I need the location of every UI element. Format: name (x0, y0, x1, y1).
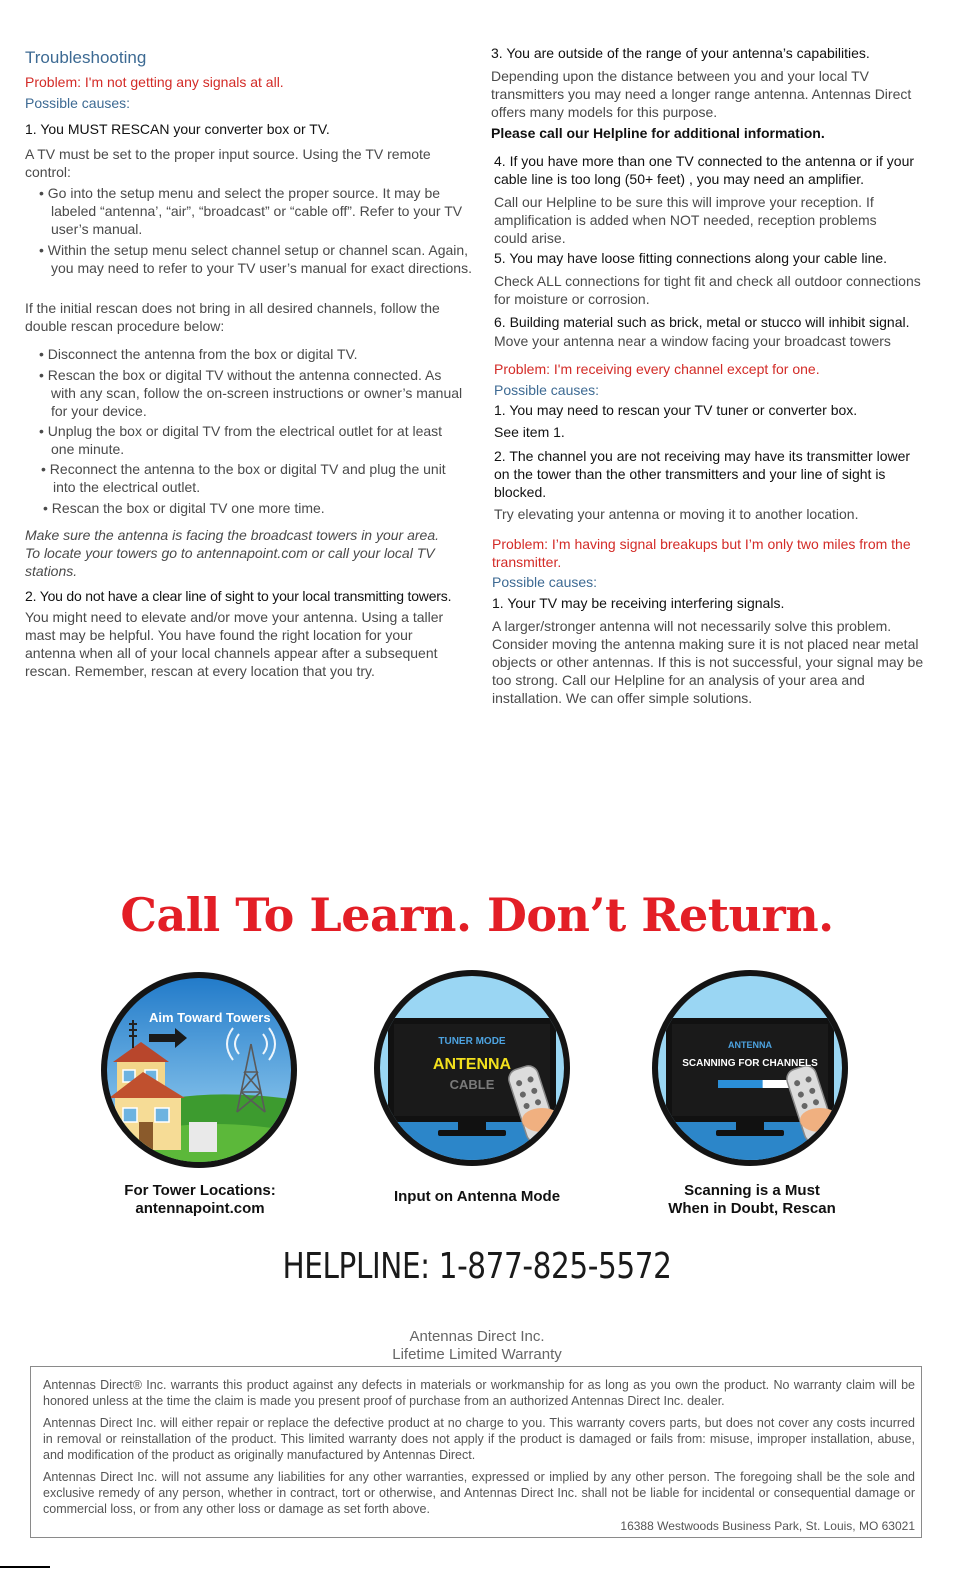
cable-option: CABLE (449, 1077, 495, 1092)
rescan-bullet-2: • Rescan the box or digital TV without the antenna connected. As with any scan, follow the on-screen instructions or owner’s manual for your device. (39, 367, 463, 419)
caption-scanning-line2: When in Doubt, Rescan (668, 1200, 836, 1217)
warranty-paragraph-3: Antennas Direct Inc. will not assume any liabilities for any other warranties, expressed or implied by any other person. The foregoing shall be the sole and exclusive remedy of any person, whether in contract, tort or otherwise, and Antennas Direct Inc. shall not be liable for incidental or consequential damage or commercial loss, or from any other loss or damage as set forth above. (43, 1470, 915, 1516)
warranty-heading (0, 1328, 954, 1364)
warranty-title: Lifetime Limited Warranty (392, 1346, 562, 1363)
p2-cause-text-2: Try elevating your antenna or moving it to another location. (494, 506, 859, 522)
problem-heading-3: Problem: I’m having signal breakups but I’m only two miles from the transmitter. (492, 536, 911, 570)
cause-title-6: 6. Building material such as brick, metal or stucco will inhibit signal. (494, 314, 910, 330)
slogan-headline: Call To Learn. Don’t Return. (120, 888, 834, 942)
cause-title-1: 1. You MUST RESCAN your converter box or TV. (25, 121, 330, 137)
scanning-label: SCANNING FOR CHANNELS (682, 1058, 818, 1069)
helpline-number: HELPLINE: 1-877-825-5572 (282, 1246, 672, 1287)
cause-text-5: Check ALL connections for tight fit and check all outdoor connections for moisture or corrosion. (494, 273, 921, 307)
section-title: Troubleshooting (25, 48, 147, 67)
caption-antenna-mode: Input on Antenna Mode (393, 1188, 561, 1205)
cause-title-3: 3. You are outside of the range of your antenna’s capabilities. (491, 45, 870, 61)
scan-progress-fill (718, 1080, 763, 1088)
cause-text-6: Move your antenna near a window facing your broadcast towers (494, 333, 891, 349)
cause-text-3: Depending upon the distance between you and your local TV transmitters you may need a longer range antenna. Antennas Direct offers many models for this purpose. (491, 68, 912, 120)
cause-title-4: 4. If you have more than one TV connected to the antenna or if your cable line is too long (50+ feet) , you may need an amplifier. (494, 153, 915, 187)
possible-causes-label-2: Possible causes: (494, 382, 600, 398)
setup-bullet-2: • Within the setup menu select channel setup or channel scan. Again, you may need to refer to your TV user’s manual for exact directions. (39, 242, 472, 276)
rescan-bullet-5: • Rescan the box or digital TV one more time. (43, 500, 325, 516)
cause-text-2: You might need to elevate and/or move your antenna. Using a taller mast may be helpful. You have found the right location for your antenna when all of your local channels appear after a subsequent rescan. Remember, rescan at every location that you try. (25, 609, 444, 679)
cause-title-2: 2. You do not have a clear line of sight to your local transmitting towers. (25, 588, 452, 604)
scan-header-label: ANTENNA (728, 1040, 772, 1050)
setup-bullet-1: • Go into the setup menu and select the proper source. It may be labeled “antenna’, “air”, “broadcast” or “cable off”. Refer to your TV user’s manual. (39, 185, 463, 237)
rescan-bullet-4: • Reconnect the antenna to the box or digital TV and plug the unit into the electrical outlet. (41, 461, 446, 495)
warranty-paragraph-1: Antennas Direct® Inc. warrants this product against any defects in materials or workmanship for as long as you own the product. No warranty claim will be honored unless at the time the claim is made you present proof of purchase from an authorized Antennas Direct Inc. dealer. (43, 1378, 915, 1408)
scanning-illustration (652, 970, 848, 1166)
antenna-option: ANTENNA (432, 1056, 512, 1073)
p2-cause-title-2: 2. The channel you are not receiving may have its transmitter lower on the tower than the other transmitters and your line of sight is blocked. (494, 448, 911, 500)
p2-cause-text-1: See item 1. (494, 424, 565, 440)
p2-cause-title-1: 1. You may need to rescan your TV tuner or converter box. (494, 402, 858, 418)
company-address: 16388 Westwoods Business Park, St. Louis, MO 63021 (620, 1519, 915, 1533)
rescan-bullet-1: • Disconnect the antenna from the box or digital TV. (39, 346, 358, 362)
rescan-bullet-3: • Unplug the box or digital TV from the electrical outlet for at least one minute. (39, 423, 443, 457)
cause-text-4: Call our Helpline to be sure this will improve your reception. If amplification is added when NOT needed, reception problems could arise. (494, 194, 877, 246)
p3-cause-text-1: A larger/stronger antenna will not necessarily solve this problem. Consider moving the antenna making sure it is not placed near metal objects or other antennas. If this is not successful, your signal may be too strong. Call our Helpline for an analysis of your area and installation. We can offer simple solutions. (492, 618, 924, 706)
tower-note: Make sure the antenna is facing the broadcast towers in your area. To locate your towers go to antennapoint.com or call your local TV stations. (25, 527, 440, 579)
tuner-mode-illustration (374, 970, 570, 1166)
warranty-box (30, 1366, 922, 1538)
warranty-paragraph-2: Antennas Direct Inc. will either repair or replace the defective product at no charge to you. This warranty covers parts, but does not cover any costs incurred in removal or reinstallation of the product. This limited warranty does not apply if the product is damaged or fails from: misuse, improper installation, abuse, and modification of the product as originally manufactured by Antennas Direct. (43, 1416, 915, 1462)
possible-causes-label-3: Possible causes: (492, 574, 598, 590)
cause-title-5: 5. You may have loose fitting connections along your cable line. (494, 250, 888, 266)
cause-text-1: A TV must be set to the proper input source. Using the TV remote control: (25, 146, 431, 180)
caption-tower-line1: For Tower Locations: (124, 1182, 276, 1199)
caption-scanning-line1: Scanning is a Must (684, 1182, 820, 1199)
problem-heading-1: Problem: I'm not getting any signals at all. (25, 74, 284, 90)
problem-heading-2: Problem: I'm receiving every channel except for one. (494, 361, 820, 377)
caption-scanning (640, 1182, 864, 1218)
caption-tower-line2: antennapoint.com (135, 1200, 265, 1217)
house-tower-graphic (101, 972, 297, 1168)
helpline-note: Please call our Helpline for additional information. (491, 125, 825, 141)
warranty-company: Antennas Direct Inc. (409, 1328, 545, 1345)
possible-causes-label-1: Possible causes: (25, 95, 131, 111)
caption-tower-locations (100, 1182, 300, 1218)
page-corner-line (0, 1566, 50, 1568)
rescan-intro: If the initial rescan does not bring in all desired channels, follow the double rescan procedure below: (25, 300, 440, 334)
tuner-mode-label: TUNER MODE (438, 1036, 506, 1047)
aim-toward-towers-illustration (101, 972, 297, 1168)
aim-toward-towers-label: Aim Toward Towers (149, 1010, 271, 1025)
p3-cause-title-1: 1. Your TV may be receiving interfering signals. (492, 595, 785, 611)
